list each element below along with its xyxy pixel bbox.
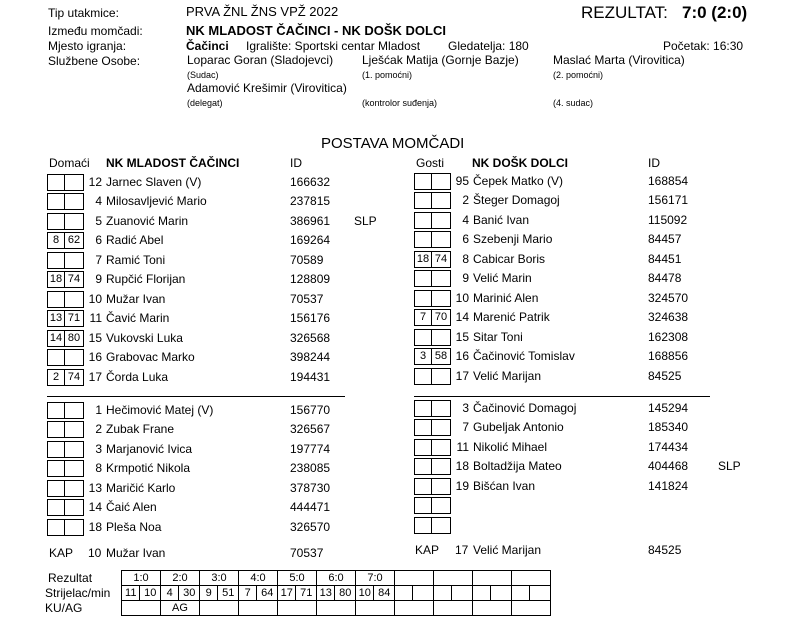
player-id: 404468 — [648, 459, 689, 474]
scorer-number-cell — [473, 586, 491, 601]
player-name: Radić Abel — [106, 233, 164, 248]
sub-out-box — [47, 291, 65, 308]
player-number: 8 — [95, 461, 102, 476]
sub-minute-box: 58 — [431, 348, 451, 365]
scorer-minute-cell — [530, 586, 551, 601]
player-id: 70537 — [290, 291, 324, 306]
sub-out-box: 3 — [414, 348, 432, 365]
sub-minute-box — [431, 497, 451, 514]
scorer-minute-cell: 10 — [140, 586, 161, 601]
sub-out-box: 18 — [47, 271, 65, 288]
official-name: Adamović Krešimir (Virovitica) — [187, 81, 347, 95]
kuag-cell — [200, 601, 239, 616]
sub-out-box — [47, 174, 65, 191]
player-number: 10 — [455, 290, 469, 305]
player-name: Rupčić Florijan — [106, 272, 186, 287]
official-role: (2. pomoćni) — [553, 70, 604, 80]
sub-minute-box: 74 — [64, 271, 84, 288]
score-cell: 5:0 — [278, 571, 317, 586]
away-kap-name: Velić Marijan — [473, 543, 542, 557]
scorer-number-cell: 9 — [200, 586, 218, 601]
sub-out-box — [414, 400, 432, 417]
sub-out-box — [414, 419, 432, 436]
player-number: 95 — [455, 174, 469, 188]
postava-title: POSTAVA MOMČADI — [321, 135, 465, 152]
away-kap-num: 17 — [455, 543, 469, 557]
player-number: 14 — [455, 310, 469, 325]
player-name: Čačinović Domagoj — [473, 401, 577, 415]
player-number: 16 — [88, 350, 102, 365]
player-number: 8 — [462, 251, 469, 266]
scorer-number-cell — [434, 586, 452, 601]
kuag-cell: AG — [161, 601, 200, 616]
player-id: 115092 — [648, 212, 688, 227]
player-name: Zubak Frane — [106, 422, 175, 437]
score-cell — [395, 571, 434, 586]
home-divider — [47, 396, 345, 397]
player-id: 141824 — [648, 478, 689, 493]
player-number: 3 — [95, 441, 102, 456]
player-id: 168856 — [648, 349, 689, 364]
izmedu-label: Između momčadi: — [48, 24, 143, 38]
official-role: (4. sudac) — [553, 98, 594, 108]
player-number: 17 — [88, 369, 102, 384]
sub-out-box — [414, 231, 432, 248]
gledatelja: Gledatelja: 180 — [448, 39, 529, 53]
player-id: 398244 — [290, 350, 331, 365]
sub-out-box — [414, 290, 432, 307]
player-id: 326568 — [290, 330, 331, 345]
player-id: 194431 — [290, 369, 331, 384]
home-kap-num: 10 — [88, 546, 102, 560]
igraliste: Igralište: Sportski centar Mladost — [246, 39, 421, 53]
rezultat-label: REZULTAT: — [581, 3, 668, 22]
kuag-cell — [278, 601, 317, 616]
score-cell: 3:0 — [200, 571, 239, 586]
tip-value: PRVA ŽNL ŽNS VPŽ 2022 — [186, 4, 339, 19]
player-name: Nikolić Mihael — [473, 439, 548, 454]
sub-out-box: 18 — [414, 251, 432, 268]
player-name: Vukovski Luka — [106, 330, 183, 345]
player-name: Krmpotić Nikola — [106, 461, 191, 476]
sub-out-box — [414, 478, 432, 495]
sub-out-box — [47, 421, 65, 438]
player-number: 6 — [95, 233, 102, 248]
official-role: (kontrolor suđenja) — [362, 98, 438, 108]
official-role: (1. pomoćni) — [362, 70, 413, 80]
player-number: 3 — [462, 401, 469, 415]
kuag-cell — [434, 601, 473, 616]
player-id: 237815 — [290, 194, 331, 209]
player-number: 7 — [95, 252, 102, 267]
player-name: Marenić Patrik — [473, 310, 550, 325]
sub-minute-box: 80 — [64, 330, 84, 347]
sub-out-box — [47, 519, 65, 536]
player-name: Maričić Karlo — [106, 480, 176, 495]
player-number: 15 — [455, 329, 469, 344]
score-cell — [473, 571, 512, 586]
scorer-minute-cell: 80 — [335, 586, 356, 601]
player-id: 162308 — [648, 329, 689, 344]
player-id: 185340 — [648, 420, 689, 435]
player-name: Gubeljak Antonio — [473, 420, 564, 435]
score-cell: 4:0 — [239, 571, 278, 586]
official-role: (delegat) — [187, 98, 223, 108]
sub-out-box — [47, 460, 65, 477]
home-kap-id: 70537 — [290, 546, 324, 560]
score-row — [122, 571, 551, 586]
player-name: Sitar Toni — [473, 329, 523, 344]
sluzbene-label: Službene Osobe: — [48, 54, 141, 68]
pocetak: Početak: 16:30 — [663, 39, 744, 53]
kuag-cell — [512, 601, 551, 616]
player-name: Mužar Ivan — [106, 291, 166, 306]
player-id: 378730 — [290, 480, 331, 495]
player-id: 84457 — [648, 232, 682, 247]
player-id: 444471 — [290, 500, 331, 515]
away-kap-label: KAP — [415, 543, 440, 557]
match-title: NK MLADOST ČAČINCI - NK DOŠK DOLCI — [186, 23, 446, 38]
player-name: Čaić Alen — [106, 500, 157, 515]
player-note: SLP — [718, 459, 741, 474]
player-number: 10 — [88, 291, 102, 306]
player-number: 12 — [88, 175, 102, 189]
sub-out-box — [414, 458, 432, 475]
sub-out-box — [47, 213, 65, 230]
player-name: Čavić Marin — [106, 311, 170, 326]
player-number: 4 — [95, 194, 102, 209]
player-name: Velić Marin — [473, 271, 532, 286]
kuag-row — [122, 601, 551, 616]
tip-label: Tip utakmice: — [48, 6, 119, 20]
sub-out-box — [414, 270, 432, 287]
score-cell: 2:0 — [161, 571, 200, 586]
kuag-cell — [395, 601, 434, 616]
sub-out-box — [414, 212, 432, 229]
player-id: 84525 — [648, 368, 682, 383]
official-name: Maslać Marta (Virovitica) — [553, 53, 685, 67]
scorer-number-cell: 10 — [356, 586, 374, 601]
player-number: 5 — [95, 213, 102, 228]
sub-out-box: 13 — [47, 310, 65, 327]
player-name: Velić Marijan — [473, 368, 542, 383]
sub-out-box: 7 — [414, 309, 432, 326]
player-number: 1 — [95, 403, 102, 417]
sub-out-box — [414, 517, 432, 534]
sub-out-box: 2 — [47, 369, 65, 386]
sub-out-box — [47, 480, 65, 497]
player-name: Ramić Toni — [106, 252, 166, 267]
player-name: Szebenji Mario — [473, 232, 553, 247]
player-number: 2 — [462, 193, 469, 208]
strijelac-row-label: Strijelac/min — [45, 586, 111, 600]
score-cell — [512, 571, 551, 586]
kuag-cell — [317, 601, 356, 616]
player-number: 11 — [456, 439, 469, 454]
player-id: 128809 — [290, 272, 331, 287]
player-number: 6 — [462, 232, 469, 247]
sub-out-box — [414, 368, 432, 385]
away-divider — [414, 396, 710, 397]
player-id: 386961 — [290, 213, 331, 228]
player-id: 238085 — [290, 461, 331, 476]
sub-out-box — [47, 499, 65, 516]
sub-out-box: 8 — [47, 232, 65, 249]
mjesto-value: Čačinci — [186, 39, 229, 53]
player-id: 70589 — [290, 252, 324, 267]
player-id: 145294 — [648, 401, 689, 415]
player-id: 169264 — [290, 233, 331, 248]
player-id: 168854 — [648, 174, 689, 188]
scorer-number-cell: 7 — [239, 586, 257, 601]
player-name: Šteger Domagoj — [473, 193, 560, 208]
player-id: 156176 — [290, 311, 331, 326]
home-kap-label: KAP — [49, 546, 74, 560]
official-role: (Sudac) — [187, 70, 219, 80]
home-kap-name: Mužar Ivan — [106, 546, 166, 560]
mjesto-label: Mjesto igranja: — [48, 39, 127, 53]
scorer-minute-cell — [413, 586, 434, 601]
scorer-number-cell — [512, 586, 530, 601]
player-name: Hečimović Matej (V) — [106, 403, 214, 417]
player-name: Milosavljević Mario — [106, 194, 207, 209]
player-number: 14 — [88, 500, 102, 515]
official-name: Loparac Goran (Sladojevci) — [187, 53, 334, 67]
player-name: Čepek Matko (V) — [473, 174, 564, 188]
player-id: 174434 — [648, 439, 689, 454]
player-number: 18 — [455, 459, 469, 474]
player-name: Zuanović Marin — [106, 213, 189, 228]
scorer-number-cell — [395, 586, 413, 601]
sub-out-box — [414, 497, 432, 514]
scorer-number-cell: 4 — [161, 586, 179, 601]
player-name: Cabicar Boris — [473, 251, 546, 266]
score-cell: 7:0 — [356, 571, 395, 586]
player-number: 9 — [462, 271, 469, 286]
rezultat-value: 7:0 (2:0) — [682, 3, 748, 22]
kuag-cell — [239, 601, 278, 616]
player-note: SLP — [354, 213, 377, 228]
sub-minute-box — [431, 517, 451, 534]
player-id: 84451 — [648, 251, 682, 266]
sub-out-box — [414, 192, 432, 209]
player-id: 326570 — [290, 519, 331, 534]
player-number: 18 — [88, 519, 102, 534]
player-name: Banić Ivan — [473, 212, 530, 227]
player-name: Marjanović Ivica — [106, 441, 193, 456]
player-name: Grabovac Marko — [106, 350, 195, 365]
player-number: 19 — [455, 478, 469, 493]
scorer-number-cell: 11 — [122, 586, 140, 601]
scorer-minute-cell: 84 — [374, 586, 395, 601]
sub-out-box — [414, 439, 432, 456]
player-id: 326567 — [290, 422, 331, 437]
player-name: Čačinović Tomislav — [473, 349, 575, 364]
home-id-label: ID — [290, 156, 302, 170]
away-team-name: NK DOŠK DOLCI — [472, 156, 568, 170]
player-id: 156770 — [290, 403, 331, 417]
kuag-cell — [473, 601, 512, 616]
scorer-minute-cell: 71 — [296, 586, 317, 601]
scorer-number-cell: 17 — [278, 586, 296, 601]
sub-out-box — [414, 329, 432, 346]
kuag-cell — [122, 601, 161, 616]
player-name: Boltadžija Mateo — [473, 459, 562, 474]
score-cell: 1:0 — [122, 571, 161, 586]
player-id: 166632 — [290, 175, 331, 189]
scorer-minute-cell: 64 — [257, 586, 278, 601]
results-table — [121, 570, 551, 616]
player-name: Jarnec Slaven (V) — [106, 175, 202, 189]
away-side-label: Gosti — [416, 156, 445, 170]
player-number: 13 — [88, 480, 102, 495]
player-number: 2 — [95, 422, 102, 437]
rezultat-row-label: Rezultat — [48, 571, 93, 585]
scorer-minute-cell — [491, 586, 512, 601]
player-number: 16 — [455, 349, 469, 364]
sub-out-box: 14 — [47, 330, 65, 347]
sub-minute-box: 70 — [431, 309, 451, 326]
player-number: 17 — [455, 368, 469, 383]
player-number: 9 — [95, 272, 102, 287]
player-number: 15 — [88, 330, 102, 345]
sub-out-box — [47, 402, 65, 419]
scorer-number-cell: 13 — [317, 586, 335, 601]
sub-out-box — [414, 173, 432, 190]
player-number: 7 — [462, 420, 469, 435]
home-team-name: NK MLADOST ČAČINCI — [106, 156, 240, 170]
official-name: Lješćak Matija (Gornje Bazje) — [362, 53, 519, 67]
player-id: 324570 — [648, 290, 689, 305]
sub-out-box — [47, 193, 65, 210]
away-kap-id: 84525 — [648, 543, 682, 557]
kuag-cell — [356, 601, 395, 616]
sub-minute-box: 71 — [64, 310, 84, 327]
sub-out-box — [47, 252, 65, 269]
player-id: 156171 — [648, 193, 689, 208]
player-id: 84478 — [648, 271, 682, 286]
scorer-minute-cell: 51 — [218, 586, 239, 601]
player-number: 4 — [462, 212, 469, 227]
player-number: 11 — [89, 311, 102, 326]
away-id-label: ID — [648, 156, 660, 170]
player-name: Pleša Noa — [106, 519, 162, 534]
score-cell: 6:0 — [317, 571, 356, 586]
sub-minute-box: 62 — [64, 232, 84, 249]
player-name: Čorda Luka — [106, 369, 169, 384]
sub-out-box — [47, 349, 65, 366]
sub-minute-box: 74 — [431, 251, 451, 268]
sub-minute-box: 74 — [64, 369, 84, 386]
player-name: Bišćan Ivan — [473, 478, 536, 493]
score-cell — [434, 571, 473, 586]
player-id: 324638 — [648, 310, 689, 325]
kuag-row-label: KU/AG — [45, 601, 83, 615]
player-name: Marinić Alen — [473, 290, 539, 305]
home-side-label: Domaći — [49, 156, 90, 170]
sub-out-box — [47, 441, 65, 458]
scorer-row — [122, 586, 551, 601]
scorer-minute-cell: 30 — [179, 586, 200, 601]
player-id: 197774 — [290, 441, 331, 456]
scorer-minute-cell — [452, 586, 473, 601]
